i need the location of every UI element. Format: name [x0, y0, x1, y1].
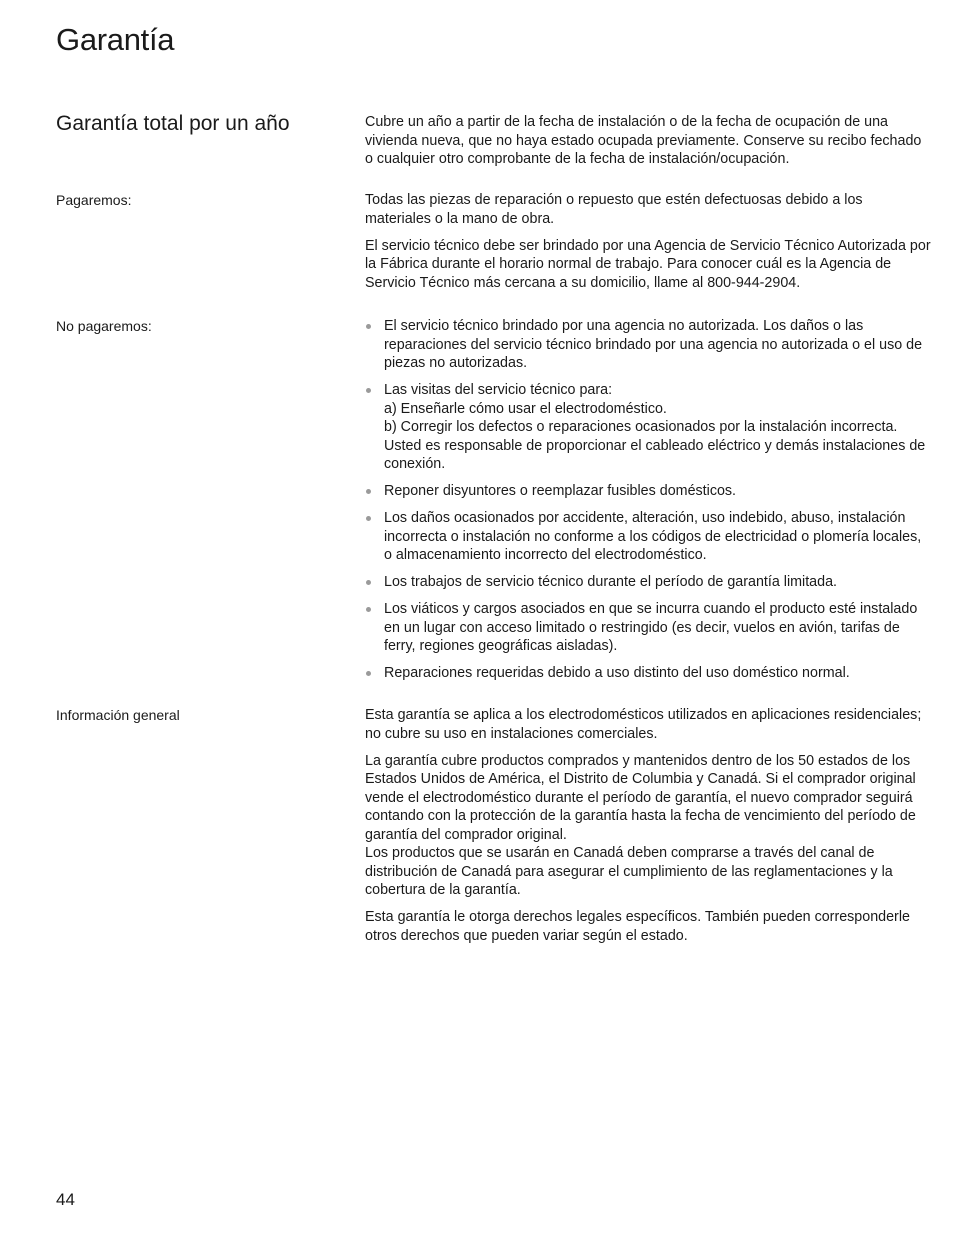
- bullet-icon: [366, 388, 371, 393]
- bullet-icon: [366, 671, 371, 676]
- pagaremos-paragraph: El servicio técnico debe ser brindado por una Agencia de Servicio Técnico Autorizada por la Fábrica durante el horario normal de trabajo. Para conocer cuál es la Agencia de Servicio Técnico más cercana a su domicilio, llame al 800-944-2904.: [365, 237, 931, 291]
- list-item-text: Reparaciones requeridas debido a uso distinto del uso doméstico normal.: [384, 665, 850, 681]
- list-item: [365, 482, 931, 501]
- informacion-general-paragraph: Esta garantía le otorga derechos legales específicos. También pueden corresponderle otros derechos que pueden variar según el estado.: [365, 909, 910, 944]
- bullet-icon: [366, 489, 371, 494]
- pagaremos-paragraph: Todas las piezas de reparación o repuesto que estén defectuosas debido a los materiales o la mano de obra.: [365, 192, 863, 227]
- informacion-general-paragraph: Esta garantía se aplica a los electrodomésticos utilizados en aplicaciones residenciales; no cubre su uso en instalaciones comerciales.: [365, 707, 922, 742]
- list-item-text: Los viáticos y cargos asociados en que se incurra cuando el producto esté instalado en un lugar con acceso limitado o restringido (es decir, vuelos en avión, tarifas de ferry, regiones geográficas aisladas).: [384, 601, 918, 654]
- list-item-text: El servicio técnico brindado por una agencia no autorizada. Los daños o las reparaciones del servicio técnico brindado por una agencia no autorizada o el uso de piezas no autorizadas.: [384, 318, 923, 371]
- list-item: [365, 664, 931, 683]
- list-item-text: Los trabajos de servicio técnico durante el período de garantía limitada.: [384, 574, 838, 590]
- bullet-icon: [366, 580, 371, 585]
- no-pagaremos-list: [365, 317, 931, 683]
- informacion-general-paragraph: La garantía cubre productos comprados y mantenidos dentro de los 50 estados de los Estados Unidos de América, el Distrito de Columbia y Canadá. Si el comprador original vende el electrodoméstico durante el período de garantía, el nuevo comprador seguirá contando con la protección de la garantía hasta la fecha de vencimiento del período de garantía del comprador original. Los productos que se usarán en Canadá deben comprarse a través del canal de distribución de Canadá para asegurar el cumplimiento de las reglamentaciones y la cobertura de la garantía.: [365, 752, 916, 898]
- intro-paragraph: Cubre un año a partir de la fecha de instalación o de la fecha de ocupación de una vivienda nueva, que no haya estado ocupada previamente. Conserve su recibo fechado o cualquier otro comprobante de la fecha de instalación/ocupación.: [365, 114, 922, 167]
- page-title: Garantía: [56, 22, 175, 57]
- list-item: [365, 317, 931, 373]
- pagaremos-block: [365, 191, 931, 301]
- informacion-general-block: [365, 706, 931, 954]
- list-item: [365, 381, 931, 474]
- list-item: [365, 573, 931, 592]
- list-item: [365, 509, 931, 565]
- bullet-icon: [366, 324, 371, 329]
- bullet-icon: [366, 516, 371, 521]
- informacion-general-label: Información general: [56, 707, 180, 723]
- intro-block: [365, 113, 931, 177]
- pagaremos-label: Pagaremos:: [56, 192, 132, 208]
- bullet-icon: [366, 607, 371, 612]
- list-item-text: Los daños ocasionados por accidente, alteración, uso indebido, abuso, instalación incorrecta o instalación no conforme a los códigos de electricidad o plomería locales, o almacenamiento incorrecto del electrodoméstico.: [384, 510, 922, 563]
- section-title: Garantía total por un año: [56, 112, 290, 135]
- page-number: 44: [56, 1190, 75, 1209]
- no-pagaremos-label: No pagaremos:: [56, 318, 152, 334]
- list-item-text: Reponer disyuntores o reemplazar fusibles domésticos.: [384, 483, 737, 499]
- list-item-text: Las visitas del servicio técnico para: a) Enseñarle cómo usar el electrodoméstico. b) Corregir los defectos o reparaciones ocasionados por la instalación incorrecta. Usted es responsable de proporcionar el cableado eléctrico y demás instalaciones de conexión.: [384, 382, 926, 472]
- no-pagaremos-block: [365, 317, 931, 691]
- list-item: [365, 600, 931, 656]
